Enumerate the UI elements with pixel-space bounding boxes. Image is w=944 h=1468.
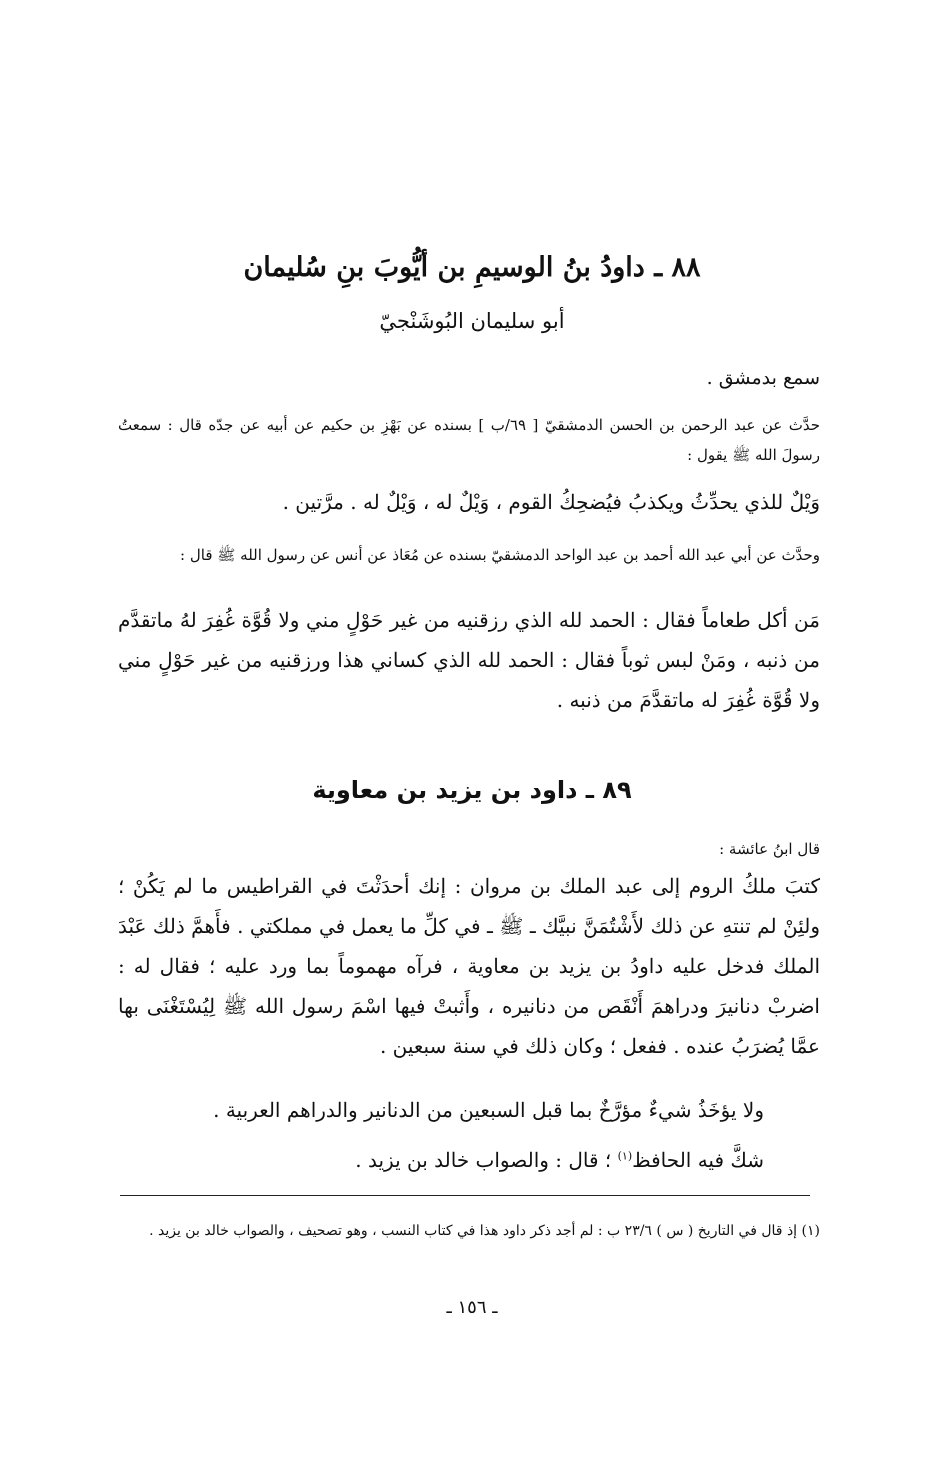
entry-89-note-2: [118, 1140, 764, 1180]
entry-89-note-2-tail: ؛ قال : والصواب خالد بن يزيد .: [355, 1148, 618, 1172]
entry-88-hadith-1: وَيْلٌ للذي يحدِّثُ ويكذبُ فيُضحِكُ القوم ، وَيْلٌ له ، وَيْلٌ له . مرَّتين .: [282, 490, 820, 514]
footnote-divider: [120, 1195, 810, 1196]
entry-88-isnad-2: وحدَّث عن أبي عبد الله أحمد بن عبد الواحد الدمشقيّ بسنده عن مُعَاذ عن أنس عن رسول الله ﷺ قال :: [180, 546, 820, 564]
footnote-reference-mark: (١): [617, 1149, 633, 1163]
entry-89-intro: قال ابنُ عائشة :: [719, 840, 820, 858]
entry-88-isnad-1: حدَّث عن عبد الرحمن بن الحسن الدمشقيّ [ ٦٩/ب ] بسنده عن بَهْزِ بن حكيم عن أبيه عن جدّه قال : سمعتُ رسولَ الله ﷺ يقول :: [118, 416, 820, 464]
footnote-1: (١) إذ قال في التاريخ ( س ) ٢٣/٦ ب : لم أجد ذكر داود هذا في كتاب النسب ، وهو تصحيف ، والصواب خالد بن يزيد .: [149, 1223, 820, 1239]
entry-88-title: ٨٨ ـ داودُ بنُ الوسيمِ بن أيُّوبَ بنِ سُليمان: [243, 252, 701, 283]
entry-89-title: ٨٩ ـ داود بن يزيد بن معاوية: [312, 776, 632, 804]
entry-88-hadith-2: مَن أكل طعاماً فقال : الحمد لله الذي رزقنيه من غير حَوْلٍ مني ولا قُوَّة غُفِرَ لهُ ماتقدَّم من ذنبه ، ومَنْ لبس ثوباً فقال : الحمد لله الذي كساني هذا ورزقنيه من غير حَوْلٍ مني ولا قُوَّة غُفِرَ له ماتقدَّمَ من ذنبه .: [118, 608, 820, 712]
entry-89-note-2-text: شكَّ فيه الحافظ: [632, 1148, 764, 1172]
page-number: ـ ١٥٦ ـ: [446, 1297, 498, 1318]
entry-89-note-1: ولا يؤخَذُ شيءٌ مؤرَّخٌ بما قبل السبعين من الدنانير والدراهم العربية .: [213, 1098, 764, 1122]
entry-88-intro: سمع بدمشق .: [706, 367, 820, 389]
entry-89-narrative: كتبَ ملكُ الروم إلى عبد الملك بن مروان : إنك أحدَثْتَ في القراطيس ما لم يَكُنْ ؛ ولئِنْ لم تنتهِ عن ذلك لأَشْتُمَنَّ نبيَّك ـ ﷺ ـ في كلِّ ما يعمل في مملكتي . فأَهمَّ ذلك عَبْدَ الملك فدخل عليه داودُ بن يزيد بن معاوية ، فرآه مهموماً بما ورد عليه ؛ فقال له : اضربْ دنانيرَ ودراهمَ أَنْقَص من دنانيره ، وأَثبتْ فيها اسْمَ رسول الله ﷺ لِيُسْتَغْنَى بها عمَّا يُضرَبُ عنده . ففعل ؛ وكان ذلك في سنة سبعين .: [118, 874, 820, 1058]
entry-88-kunya: أبو سليمان البُوشَنْجيّ: [379, 309, 565, 333]
